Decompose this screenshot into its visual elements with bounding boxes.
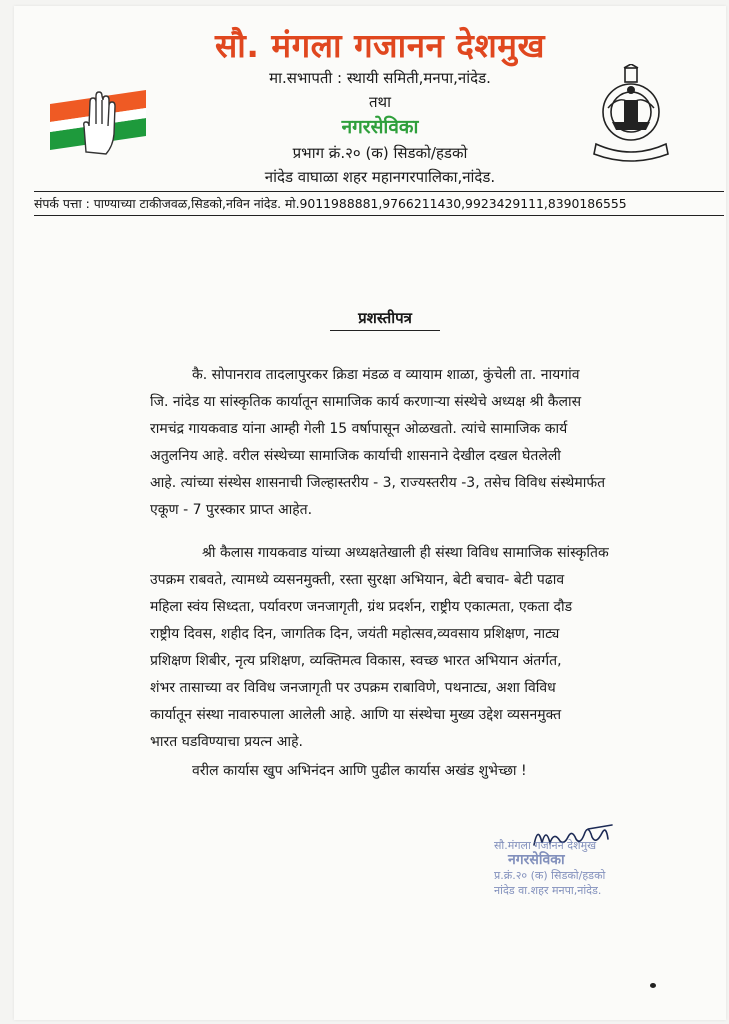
text-line: उपक्रम राबवते, त्यामध्ये व्यसनमुक्ती, रस्ता सुरक्षा अभियान, बेटी बचाव- बेटी पढाव xyxy=(150,572,565,588)
official-stamp xyxy=(494,838,644,898)
party-hand-logo-icon xyxy=(50,82,146,162)
letterhead-conjunction: तथा xyxy=(368,93,392,111)
stamp-corporation: नांदेड वा.शहर मनपा,नांदेड. xyxy=(494,884,602,897)
text-line: अतुलनिय आहे. वरील संस्थेच्या सामाजिक कार्याची शासनाने देखील दखल घेतलेली xyxy=(150,448,561,464)
text-line: वरील कार्यास खुप अभिनंदन आणि पुढील कार्यास अखंड शुभेच्छा ! xyxy=(192,763,527,779)
text-line: भारत घडविण्याचा प्रयत्न आहे. xyxy=(150,734,303,750)
closing-line xyxy=(150,758,670,785)
text-line: जि. नांदेड या सांस्कृतिक कार्यातून सामाजिक कार्य करणाऱ्या संस्थेचे अध्यक्ष श्री कैलास xyxy=(150,394,582,410)
contact-info: संपर्क पत्ता : पाण्याच्या टाकीजवळ,सिडको,नविन नांदेड. मो.9011988881,9766211430,9923429111,8390186555 xyxy=(34,191,724,216)
letterhead-ward: प्रभाग क्रं.२० (क) सिडको/हडको xyxy=(292,144,468,162)
letterhead-name: सौ. मंगला गजानन देशमुख xyxy=(214,26,546,65)
text-line: रामचंद्र गायकवाड यांना आम्ही गेली 15 वर्षापासून ओळखतो. त्यांचे सामाजिक कार्य xyxy=(150,421,568,437)
stamp-post: नगरसेविका xyxy=(508,852,565,868)
stamp-name: सौ.मंगला गजानन देशमुख xyxy=(494,839,597,852)
text-line: कार्यातून संस्था नावारुपाला आलेली आहे. आणि या संस्थेचा मुख्य उद्देश व्यसनमुक्त xyxy=(150,707,562,723)
text-line: राष्ट्रीय दिवस, शहीद दिन, जागतिक दिन, जयंती महोत्सव,व्यवसाय प्रशिक्षण, नाट्य xyxy=(150,626,560,642)
text-line: श्री कैलास गायकवाड यांच्या अध्यक्षतेखाली ही संस्था विविध सामाजिक सांस्कृतिक xyxy=(202,545,609,561)
ink-dot xyxy=(650,983,656,988)
text-line: एकूण - 7 पुरस्कार प्राप्त आहेत. xyxy=(150,502,313,518)
text-line: शंभर तासाच्या वर विविध जनजागृती पर उपक्रम राबाविणे, पथनाट्य, अशा विविध xyxy=(150,680,556,696)
text-line: महिला स्वंय सिध्दता, पर्यावरण जनजागृती, ग्रंथ प्रदर्शन, राष्ट्रीय एकात्मता, एकता दौड xyxy=(150,599,573,615)
municipal-emblem-icon xyxy=(590,64,672,166)
certificate-title: प्रशस्तीपत्र xyxy=(330,308,440,331)
letterhead-post: नगरसेविका xyxy=(341,116,419,138)
letterhead-corporation: नांदेड वाघाळा शहर महानगरपालिका,नांदेड. xyxy=(264,168,496,186)
paragraph-2 xyxy=(150,540,670,756)
paragraph-1 xyxy=(150,362,670,524)
text-line: कै. सोपानराव तादलापुरकर क्रिडा मंडळ व व्यायाम शाळा, कुंचेली ता. नायगांव xyxy=(192,367,580,383)
stamp-ward: प्र.क्रं.२० (क) सिडको/हडको xyxy=(494,869,606,882)
letterhead-designation: मा.सभापती : स्थायी समिती,मनपा,नांदेड. xyxy=(269,69,491,87)
text-line: प्रशिक्षण शिबीर, नृत्य प्रशिक्षण, व्यक्तिमत्व विकास, स्वच्छ भारत अभियान अंतर्गत, xyxy=(150,653,562,669)
text-line: आहे. त्यांच्या संस्थेस शासनाची जिल्हास्तरीय - 3, राज्यस्तरीय -3, तसेच विविध संस्थेमार्फत xyxy=(150,475,606,491)
